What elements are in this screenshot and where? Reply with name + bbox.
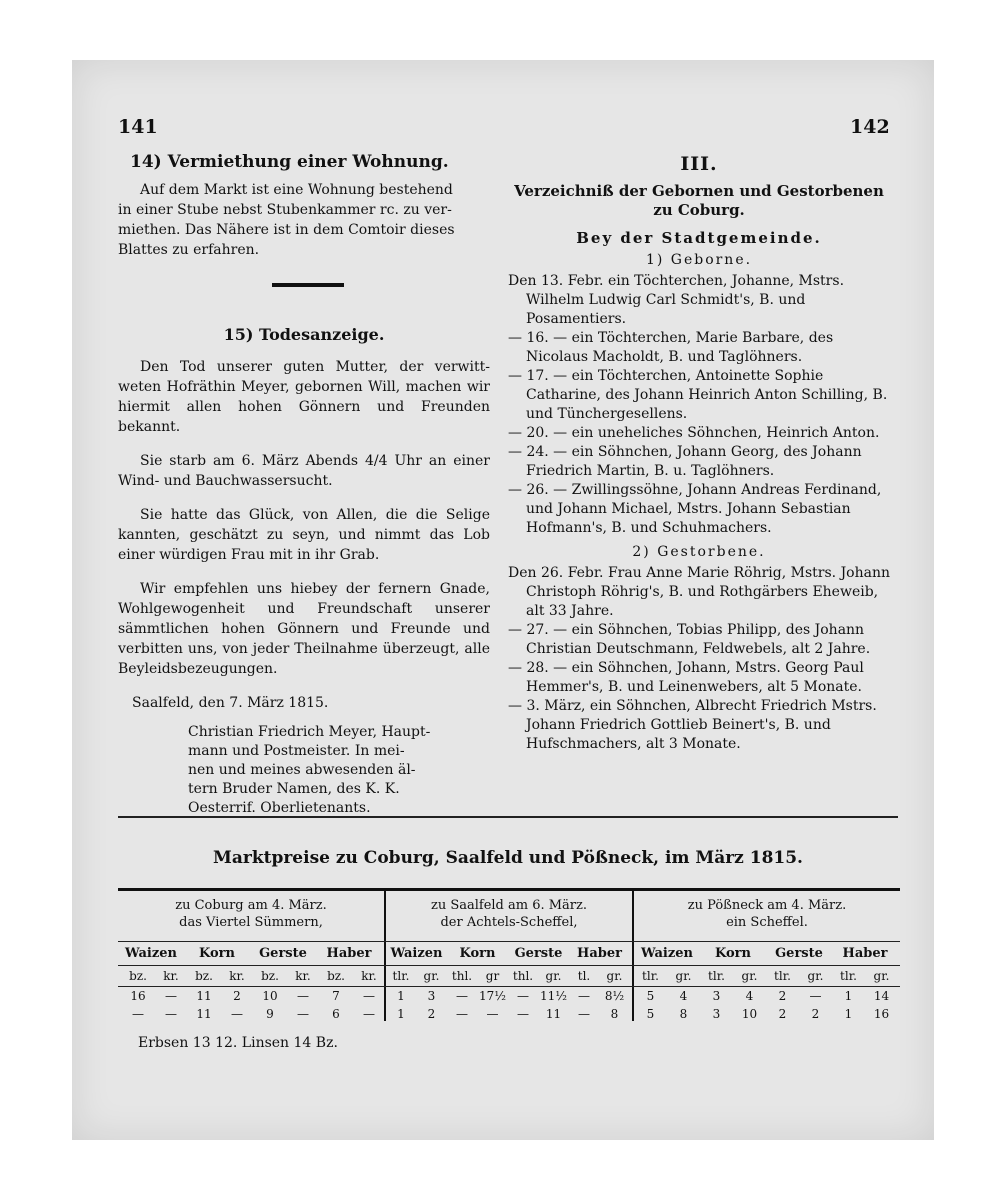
birth-entry: — 17. — ein Töchterchen, Antoinette Sophie Catharine, des Johann Heinrich Anton Schilling, B. und Tünchergesellens. bbox=[508, 368, 888, 422]
left-column-lower bbox=[118, 325, 490, 818]
right-column bbox=[508, 154, 890, 754]
section-14-heading: 14) Vermiethung einer Wohnung. bbox=[130, 152, 449, 172]
market-group-title bbox=[634, 897, 900, 931]
market-group-title-line: das Viertel Sümmern, bbox=[179, 915, 323, 930]
unit-label: gr. bbox=[675, 969, 692, 983]
market-group-title bbox=[386, 897, 632, 931]
section-14-line: miethen. Das Nähere ist in dem Comtoir dieses bbox=[118, 222, 455, 238]
signature-line: nen und meines abwesenden äl- bbox=[188, 762, 416, 778]
birth-entry: — 20. — ein uneheliches Söhnchen, Heinrich Anton. bbox=[508, 425, 880, 441]
price-cell: — bbox=[517, 1007, 529, 1021]
section-divider-rule bbox=[272, 283, 344, 287]
price-cell: — bbox=[456, 1007, 468, 1021]
price-cell: 16 bbox=[873, 1007, 890, 1021]
market-title: Marktpreise zu Coburg, Saalfeld und Pößneck, im März 1815. bbox=[213, 848, 803, 868]
price-cell: — bbox=[486, 1007, 499, 1021]
parish-subtitle: Bey der Stadtgemeinde. bbox=[576, 229, 822, 247]
price-cell: 2 bbox=[778, 1007, 787, 1021]
price-cell: 14 bbox=[873, 989, 890, 1003]
price-cell: 2 bbox=[233, 989, 241, 1003]
price-cell: — bbox=[132, 1007, 144, 1021]
section-14-line: Blattes zu erfahren. bbox=[118, 242, 260, 258]
unit-label: tlr. bbox=[840, 969, 857, 983]
price-cell: — bbox=[456, 989, 468, 1003]
unit-label: gr. bbox=[606, 969, 623, 983]
unit-label: gr. bbox=[807, 969, 824, 983]
unit-label: tl. bbox=[577, 969, 591, 983]
unit-label: tlr. bbox=[708, 969, 725, 983]
price-cell: — bbox=[363, 1007, 375, 1021]
market-price-table bbox=[118, 888, 900, 1038]
signature-block bbox=[188, 723, 490, 818]
section-14-body bbox=[118, 180, 490, 260]
price-cell: 16 bbox=[130, 989, 146, 1003]
price-cell: 9 bbox=[266, 1007, 274, 1021]
price-cell: 11 bbox=[545, 1007, 562, 1021]
unit-label: thl. bbox=[451, 969, 473, 983]
column-header: Haber bbox=[326, 946, 372, 961]
price-cell: 8 bbox=[679, 1007, 688, 1021]
price-cell: 3 bbox=[712, 989, 721, 1003]
price-cell: 6 bbox=[332, 1007, 340, 1021]
unit-label: kr. bbox=[361, 969, 377, 983]
unit-label: gr. bbox=[545, 969, 562, 983]
column-header: Korn bbox=[715, 946, 751, 961]
signature-line: Christian Friedrich Meyer, Haupt- bbox=[188, 724, 431, 740]
price-cell: 10 bbox=[262, 989, 278, 1003]
price-cell: 3 bbox=[427, 989, 436, 1003]
price-cell: 10 bbox=[741, 1007, 758, 1021]
column-header: Gerste bbox=[259, 946, 307, 961]
price-cell: — bbox=[809, 989, 822, 1003]
price-cell: 5 bbox=[646, 1007, 655, 1021]
birth-entry: — 26. — Zwillingssöhne, Johann Andreas Ferdinand, und Johann Michael, Mstrs. Johann Sebastian Hofmann's, B. und Schuhmachers. bbox=[508, 482, 882, 536]
price-cell: 2 bbox=[778, 989, 787, 1003]
deaths-heading: 2) Gestorbene. bbox=[632, 544, 766, 560]
unit-label: tlr. bbox=[392, 969, 410, 983]
market-group-title-line: zu Pößneck am 4. März. bbox=[687, 898, 847, 913]
market-group-coburg bbox=[118, 891, 384, 1038]
obituary-paragraph: Sie hatte das Glück, von Allen, die die Selige kannten, geschätzt zu seyn, und nimmt das Lob einer würdigen Frau mit in ihr Grab. bbox=[118, 507, 490, 563]
price-cell: 4 bbox=[745, 989, 754, 1003]
obituary-paragraph: Den Tod unserer guten Mutter, der verwitt-weten Hofräthin Meyer, gebornen Will, machen wir hiermit allen hohen Gönnern und Freunden bekannt. bbox=[118, 359, 490, 435]
column-header: Haber bbox=[842, 946, 888, 961]
death-entry: — 28. — ein Söhnchen, Johann, Mstrs. Georg Paul Hemmer's, B. und Leinenwebers, alt 5 Monate. bbox=[508, 660, 864, 695]
unit-label: tlr. bbox=[642, 969, 659, 983]
column-header: Korn bbox=[459, 946, 496, 961]
price-cell: — bbox=[297, 989, 309, 1003]
section-roman-numeral: III. bbox=[680, 153, 718, 175]
unit-label: gr. bbox=[873, 969, 890, 983]
unit-label: bz. bbox=[195, 969, 213, 983]
price-cell: 8 bbox=[610, 1007, 619, 1021]
column-header: Waizen bbox=[641, 946, 693, 961]
market-group-saalfeld bbox=[386, 891, 632, 1038]
birth-entry: — 24. — ein Söhnchen, Johann Georg, des Johann Friedrich Martin, B. u. Taglöhners. bbox=[508, 444, 862, 479]
death-entry: — 3. März, ein Söhnchen, Albrecht Friedrich Mstrs. Johann Friedrich Gottlieb Beinert's, B. und Hufschmachers, alt 3 Monate. bbox=[508, 698, 877, 752]
price-cell: 2 bbox=[427, 1007, 436, 1021]
price-cell: 17½ bbox=[479, 989, 506, 1003]
price-cell: 1 bbox=[844, 1007, 853, 1021]
signature-line: Oesterrif. Oberlietenants. bbox=[188, 800, 371, 816]
market-group-title-line: zu Saalfeld am 6. März. bbox=[430, 898, 588, 913]
price-cell: 1 bbox=[844, 989, 853, 1003]
place-date: Saalfeld, den 7. März 1815. bbox=[132, 695, 329, 711]
birth-entry: Den 13. Febr. ein Töchterchen, Johanne, Mstrs. Wilhelm Ludwig Carl Schmidt's, B. und Posamentiers. bbox=[508, 273, 845, 327]
price-cell: 2 bbox=[811, 1007, 820, 1021]
obituary-paragraph: Wir empfehlen uns hiebey der fernern Gnade, Wohlgewogenheit und Freundschaft unserer sämmtlichen hohen Gönnern und Freunde und verbitten uns, von jeder Theilnahme überzeugt, alle Beyleidsbezeugungen. bbox=[118, 581, 490, 677]
market-group-title-line: zu Coburg am 4. März. bbox=[175, 898, 327, 913]
unit-label: kr. bbox=[295, 969, 311, 983]
unit-label: bz. bbox=[129, 969, 147, 983]
price-cell: 1 bbox=[397, 1007, 405, 1021]
market-group-title bbox=[118, 897, 384, 931]
unit-label: kr. bbox=[163, 969, 179, 983]
section-14-line: Auf dem Markt ist eine Wohnung bestehend bbox=[140, 182, 453, 198]
register-title: Verzeichniß der Gebornen und Gestorbenen bbox=[514, 182, 884, 200]
column-header: Haber bbox=[577, 946, 622, 961]
unit-label: tlr. bbox=[774, 969, 791, 983]
price-cell: 1 bbox=[397, 989, 405, 1003]
market-group-title-line: ein Scheffel. bbox=[726, 915, 808, 930]
price-cell: 11 bbox=[196, 989, 212, 1003]
price-cell: 7 bbox=[332, 989, 340, 1003]
column-header: Waizen bbox=[125, 946, 177, 961]
column-header: Waizen bbox=[390, 946, 443, 961]
obituary-paragraph: Sie starb am 6. März Abends 4/4 Uhr an einer Wind- und Bauchwassersucht. bbox=[118, 453, 490, 489]
market-divider-rule bbox=[118, 816, 898, 818]
price-cell: 5 bbox=[646, 989, 655, 1003]
death-entry: Den 26. Febr. Frau Anne Marie Röhrig, Mstrs. Johann Christoph Röhrig's, B. und Rothgärbers Eheweib, alt 33 Jahre. bbox=[508, 565, 891, 619]
price-cell: 11 bbox=[196, 1007, 212, 1021]
signature-line: mann und Postmeister. In mei- bbox=[188, 743, 405, 759]
column-header: Gerste bbox=[514, 946, 563, 961]
left-column bbox=[118, 152, 490, 260]
unit-label: bz. bbox=[327, 969, 345, 983]
left-page-number: 141 bbox=[118, 116, 158, 138]
price-cell: — bbox=[578, 1007, 590, 1021]
price-cell: — bbox=[578, 989, 590, 1003]
price-cell: 4 bbox=[679, 989, 688, 1003]
market-group-poessneck bbox=[634, 891, 900, 1038]
unit-label: thl. bbox=[512, 969, 534, 983]
unit-label: gr. bbox=[423, 969, 440, 983]
column-header: Gerste bbox=[775, 946, 823, 961]
births-heading: 1) Geborne. bbox=[645, 252, 753, 268]
unit-label: gr. bbox=[741, 969, 758, 983]
register-title-place: zu Coburg. bbox=[653, 201, 745, 219]
column-header: Korn bbox=[199, 946, 235, 961]
section-14-line: in einer Stube nebst Stubenkammer rc. zu ver- bbox=[118, 202, 452, 218]
price-cell: 8½ bbox=[604, 989, 625, 1003]
price-cell: 3 bbox=[712, 1007, 721, 1021]
price-cell: — bbox=[231, 1007, 243, 1021]
signature-line: tern Bruder Namen, des K. K. bbox=[188, 781, 400, 797]
right-page-number: 142 bbox=[850, 116, 890, 138]
unit-label: bz. bbox=[261, 969, 279, 983]
death-entry: — 27. — ein Söhnchen, Tobias Philipp, des Johann Christian Deutschmann, Feldwebels, alt 2 Jahre. bbox=[508, 622, 871, 657]
price-cell: — bbox=[363, 989, 375, 1003]
price-cell: — bbox=[165, 1007, 177, 1021]
unit-label: kr. bbox=[229, 969, 245, 983]
price-cell: — bbox=[297, 1007, 309, 1021]
market-footnote: Erbsen 13 12. Linsen 14 Bz. bbox=[138, 1035, 338, 1051]
price-cell: — bbox=[517, 989, 529, 1003]
birth-entry: — 16. — ein Töchterchen, Marie Barbare, des Nicolaus Macholdt, B. und Taglöhners. bbox=[508, 330, 834, 365]
price-cell: 11½ bbox=[540, 989, 567, 1003]
market-group-title-line: der Achtels-Scheffel, bbox=[440, 915, 578, 930]
price-cell: — bbox=[165, 989, 177, 1003]
unit-label: gr bbox=[485, 969, 500, 983]
section-15-heading: 15) Todesanzeige. bbox=[223, 325, 385, 344]
